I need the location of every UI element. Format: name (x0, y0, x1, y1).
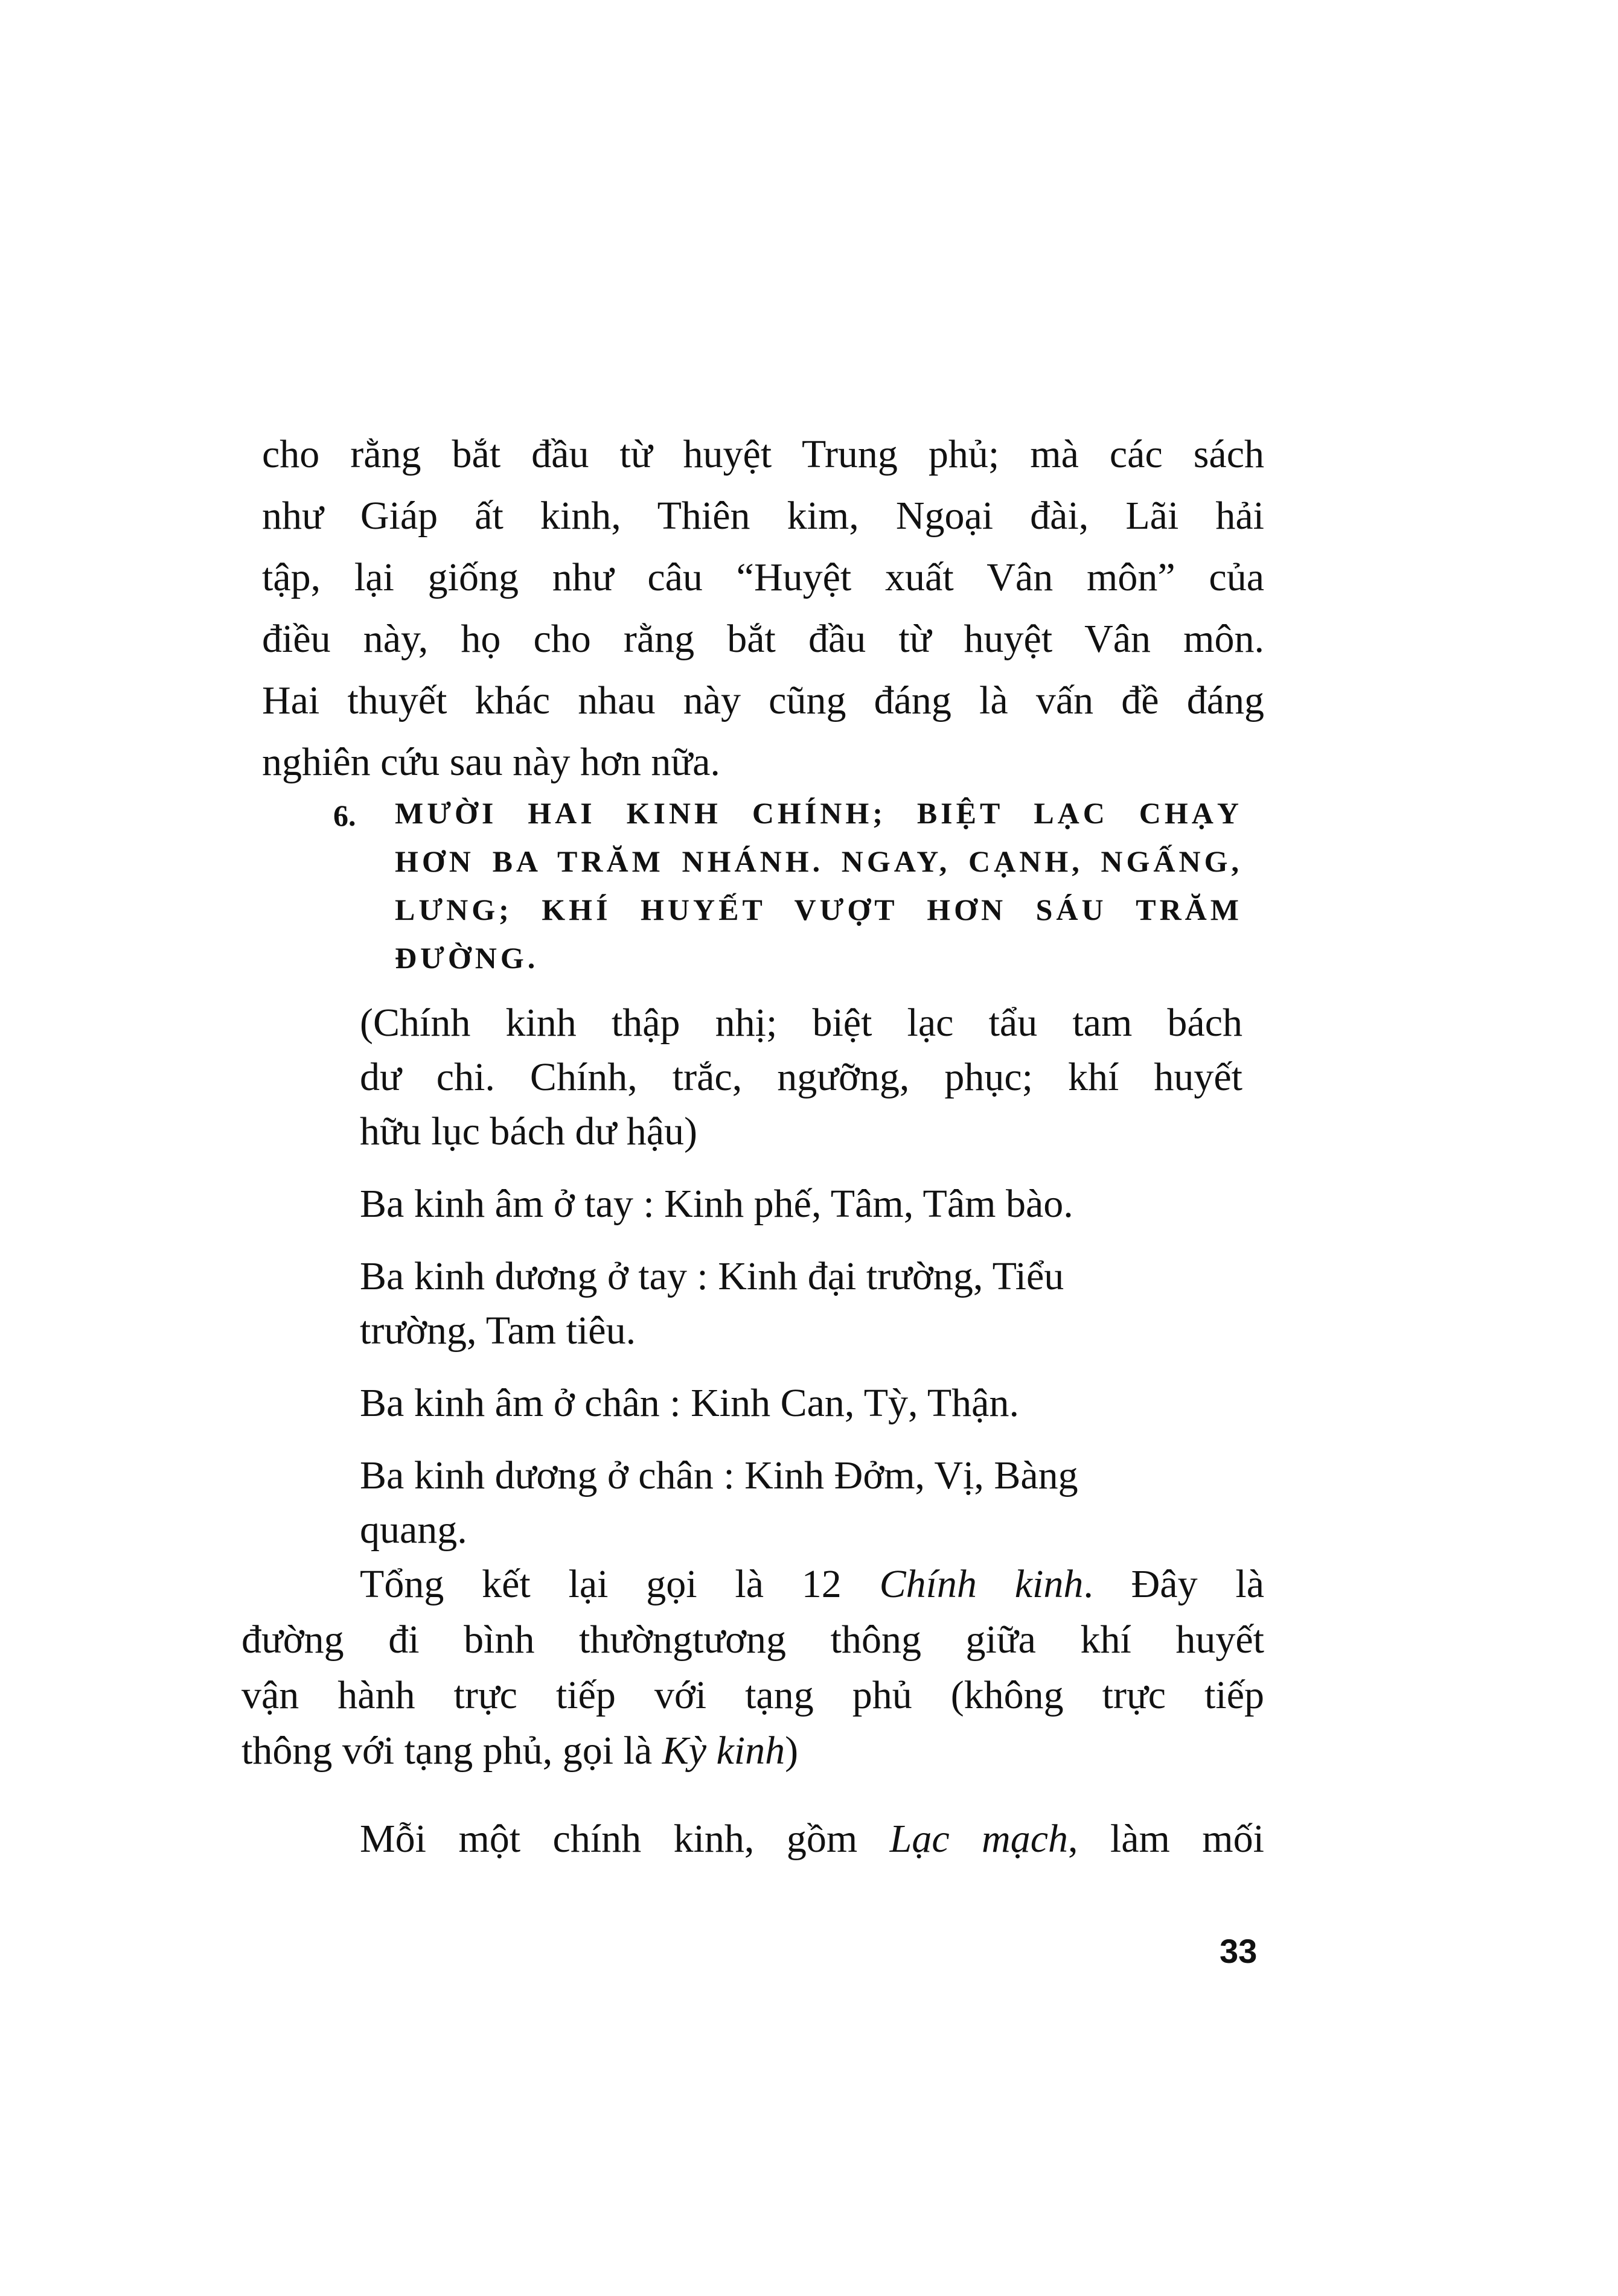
list-item: Ba kinh dương ở chân : Kinh Đởm, Vị, Bàng (360, 1453, 1078, 1497)
final-line (360, 1819, 1264, 1859)
section-heading-line: LƯNG; KHÍ HUYẾT VƯỢT HƠN SÁU TRĂM (395, 893, 1242, 926)
quote-line: (Chính kinh thập nhị; biệt lạc tẩu tam bách (360, 1001, 1242, 1045)
summary-text: thông với tạng phủ, gọi là (241, 1729, 662, 1773)
paragraph-line: như Giáp ất kinh, Thiên kim, Ngoại đài, Lãi hải (262, 494, 1264, 538)
summary-term: Kỳ kinh (662, 1729, 785, 1773)
paragraph-line: tập, lại giống như câu “Huyệt xuất Vân môn” của (262, 555, 1264, 599)
list-item: Ba kinh âm ở tay : Kinh phế, Tâm, Tâm bào. (360, 1182, 1073, 1226)
summary-line (360, 1564, 1264, 1604)
section-heading-line: HƠN BA TRĂM NHÁNH. NGAY, CẠNH, NGẤNG, (395, 844, 1242, 878)
summary-text: . Đây là (1083, 1562, 1264, 1606)
summary-line: đường đi bình thườngtương thông giữa khí huyết (241, 1618, 1264, 1662)
final-term: Lạc mạch (889, 1817, 1068, 1861)
section-number: 6. (333, 799, 356, 832)
page-number: 33 (1220, 1932, 1258, 1970)
paragraph-line: điều này, họ cho rằng bắt đầu từ huyệt Vân môn. (262, 617, 1264, 661)
summary-line (241, 1731, 1264, 1771)
quote-line: hữu lục bách dư hậu) (360, 1109, 698, 1153)
summary-text: ) (785, 1729, 799, 1773)
paragraph-line: cho rằng bắt đầu từ huyệt Trung phủ; mà các sách (262, 432, 1264, 476)
list-item: trường, Tam tiêu. (360, 1309, 636, 1353)
final-text: Mỗi một chính kinh, gồm (360, 1817, 890, 1861)
summary-text: Tổng kết lại gọi là 12 (360, 1562, 880, 1606)
section-heading-line: MƯỜI HAI KINH CHÍNH; BIỆT LẠC CHẠY (395, 796, 1242, 830)
quote-line: dư chi. Chính, trắc, ngưỡng, phục; khí huyết (360, 1055, 1242, 1099)
list-item: Ba kinh dương ở tay : Kinh đại trường, Tiểu (360, 1254, 1064, 1298)
list-item: Ba kinh âm ở chân : Kinh Can, Tỳ, Thận. (360, 1381, 1019, 1425)
summary-line: vận hành trực tiếp với tạng phủ (không trực tiếp (241, 1673, 1264, 1717)
final-text: , làm mối (1068, 1817, 1264, 1861)
list-item: quang. (360, 1508, 467, 1552)
summary-term: Chính kinh (879, 1562, 1084, 1606)
section-heading-line: ĐƯỜNG. (395, 941, 539, 975)
paragraph-line: nghiên cứu sau này hơn nữa. (262, 740, 720, 784)
paragraph-line: Hai thuyết khác nhau này cũng đáng là vấn đề đáng (262, 678, 1264, 722)
